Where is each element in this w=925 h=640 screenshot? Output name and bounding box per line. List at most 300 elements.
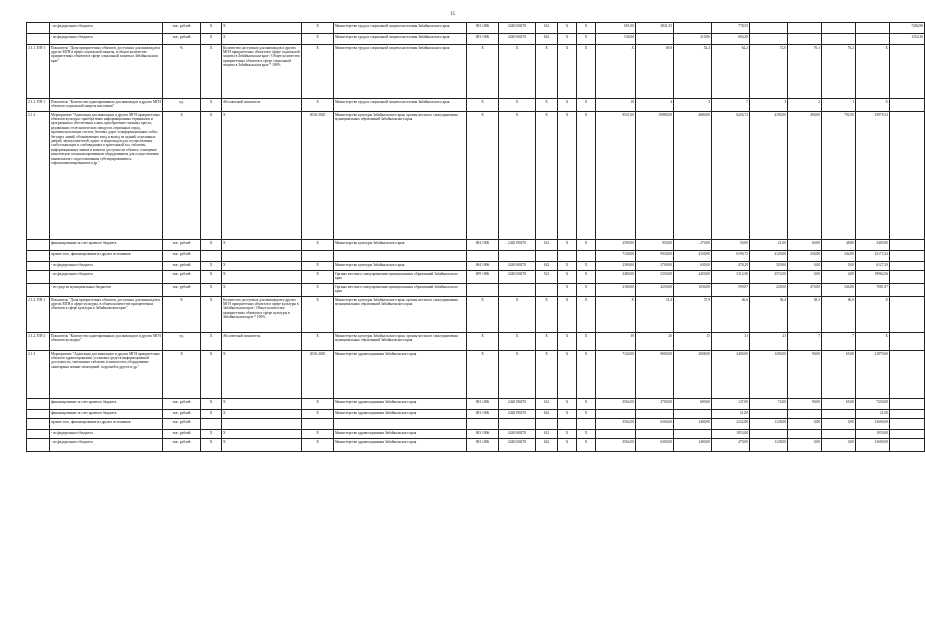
table-cell: 38 [596,333,636,351]
table-cell: Показатель "Доля приоритетных объектов, доступных для инвалидов и других МГН в сфере культуры, в общем количестве приоритетных объектов в сфере культуры в Забайкальском крае" [50,297,163,333]
table-cell: 58,3 [788,297,822,333]
table-cell: 49,0 [636,45,674,99]
table-cell: 2232,00 [712,419,750,430]
table-cell: 622 [536,439,558,452]
table-cell: 1128,00 [750,439,788,452]
table-cell: 7124,00 [596,351,636,399]
table-row [27,271,925,284]
table-cell: X [856,333,890,351]
table-cell: тыс. рублей [163,419,201,430]
table-cell: 7140,00 [596,251,636,262]
table-cell: 612 [536,240,558,251]
table-cell: 24201S0270 [499,23,536,34]
table-cell: 004 1006 [467,262,499,271]
table-cell: X [577,284,596,297]
table-cell: Министерство здравоохранения Забайкальского края [334,439,467,452]
table-cell: 3841,35 [636,23,674,34]
table-cell [890,410,925,419]
table-cell: 5112,56 [712,271,750,284]
table-cell: Показатель "Количество адаптированных для инвалидов и других МГН объектов социальной защиты населения" [50,99,163,112]
table-cell: 3405,80 [856,240,890,251]
table-cell: финансирование за счет краевого бюджета [50,399,163,410]
table-cell: Министерство культуры Забайкальского края, органы местного самоуправления муниципальных образований Забайкальского края [334,333,467,351]
table-cell: 329,00 [750,262,788,271]
table-row [27,430,925,439]
table-cell: X [856,45,890,99]
table-cell: X [201,34,222,45]
table-cell: X [222,271,302,284]
table-cell: 792,50 [822,112,856,240]
table-cell: X [302,99,334,112]
table-cell: 210,00 [674,34,712,45]
table-cell: тыс. рублей [163,34,201,45]
table-cell [788,430,822,439]
table-cell: 50,00 [712,240,750,251]
table-cell [788,410,822,419]
table-row [27,99,925,112]
table-cell: 2480,00 [596,271,636,284]
table-cell: Абсолютный показатель [222,99,302,112]
table-cell [536,419,558,430]
table-cell: финансирование за счет краевого бюджета [50,410,163,419]
table-cell: 4,00 [822,271,856,284]
table-cell: 2590,00 [596,240,636,251]
table-cell: Министерство труда и социальной защиты населения Забайкальского края [334,99,467,112]
table-cell [334,419,467,430]
table-cell: Органы местного самоуправления муниципальных образований Забайкальского края [334,271,467,284]
table-cell: 612 [536,430,558,439]
table-cell: X [577,297,596,333]
table-cell: 270,00 [674,240,712,251]
table-cell: X [302,23,334,34]
table-cell [890,399,925,410]
table-cell: X [856,297,890,333]
table-cell: X [577,112,596,240]
table-cell: X [499,351,536,399]
table-cell: X [558,351,577,399]
table-cell: X [222,284,302,297]
table-cell: 18964,56 [856,271,890,284]
table-cell: X [201,240,222,251]
table-cell [636,34,674,45]
table-cell: X [577,410,596,419]
table-cell: 7 [822,333,856,351]
table-cell: 1400,00 [674,439,712,452]
table-cell: X [302,439,334,452]
table-row [27,333,925,351]
table-cell: 778,55 [712,23,750,34]
table-cell: 279,00 [712,439,750,452]
table-row [27,399,925,410]
table-cell: - из федерального бюджета [50,271,163,284]
table-body [27,23,925,452]
table-cell: тыс. рублей [163,262,201,271]
table-cell: 599,87 [712,284,750,297]
table-cell: X [558,240,577,251]
table-cell: тыс. рублей [163,439,201,452]
table-cell: Министерство культуры Забайкальского края, органы местного самоуправления муниципальных образований Забайкальского края [334,112,467,240]
table-cell: 10880,00 [636,112,674,240]
table-cell: X [499,99,536,112]
table-cell: X [467,112,499,240]
table-cell: 2.1.3 [27,351,50,399]
table-cell: X [558,99,577,112]
table-cell: 7 [788,333,822,351]
table-cell: тыс. рублей [163,410,201,419]
table-cell [27,271,50,284]
table-cell: % [163,297,201,333]
table-cell: X [577,430,596,439]
table-cell: 1128,00 [750,419,788,430]
table-row [27,34,925,45]
table-cell: X [499,297,536,333]
table-cell: X [467,45,499,99]
table-cell: Министерство труда и социальной защиты населения Забайкальского края [334,45,467,99]
table-cell: X [558,45,577,99]
table-cell: 37,9 [674,297,712,333]
table-cell: - из федерального бюджета [50,430,163,439]
table-cell: X [222,34,302,45]
table-cell: 24201S0270 [499,271,536,284]
table-cell: 52,4 [674,45,712,99]
table-cell: 21,00 [750,240,788,251]
table-cell: 009 1006 [467,271,499,284]
table-cell: 4680,00 [674,112,712,240]
table-cell: X [536,45,558,99]
table-cell: X [596,297,636,333]
table-cell: X [558,271,577,284]
table-cell: X [222,262,302,271]
table-cell: 2.1.1. ПП-1 [27,45,50,99]
table-cell: 1953,00 [712,430,750,439]
table-cell: 490,00 [788,112,822,240]
table-cell: 62,2 [712,45,750,99]
table-cell: тыс. рублей [163,271,201,284]
table-cell: 10 [596,99,636,112]
table-cell: Министерство здравоохранения Забайкальского края [334,351,467,399]
table-cell: 003 1006 [467,399,499,410]
table-cell: 3562,00 [596,419,636,430]
table-cell: 4 [636,99,674,112]
table-cell: - из средств муниципальных бюджетов [50,284,163,297]
table-cell [27,240,50,251]
table-cell: 950,00 [636,240,674,251]
table-cell: 65,00 [822,399,856,410]
table-cell: 24201S0270 [499,34,536,45]
table-cell: X [577,34,596,45]
table-cell: 1200,00 [750,351,788,399]
table-cell: 9521,00 [596,112,636,240]
table-row [27,262,925,271]
table-cell: 2.1.2. ПП-2 [27,333,50,351]
table-cell: X [558,34,577,45]
table-cell: X [201,399,222,410]
table-cell: X [558,112,577,240]
table-cell [750,34,788,45]
table-row [27,240,925,251]
table-cell: прочие того, финансирование из других источников [50,251,163,262]
table-cell [890,45,925,99]
table-cell [558,419,577,430]
table-cell [27,262,50,271]
table-cell [636,410,674,419]
table-row [27,351,925,399]
table-row [27,297,925,333]
table-cell [674,410,712,419]
table-cell: ед. [163,333,201,351]
table-cell: 0,00 [788,262,822,271]
table-cell: 60,0 [822,297,856,333]
table-cell: Министерство культуры Забайкальского края, органы местного самоуправления муниципальных образований Забайкальского края [334,297,467,333]
table-cell: X [558,399,577,410]
table-cell: X [558,284,577,297]
table-cell [596,430,636,439]
table-cell: 6300,00 [636,419,674,430]
table-cell: 9930,00 [636,251,674,262]
table-cell: 72,00 [750,399,788,410]
table-cell [27,251,50,262]
table-cell: 2.1.2 [27,112,50,240]
table-cell: 4129,00 [750,251,788,262]
table-cell: 46,6 [712,297,750,333]
table-cell [890,297,925,333]
table-cell: 2450,00 [674,271,712,284]
table-cell: 228,00 [750,284,788,297]
table-cell [890,251,925,262]
table-cell: 5250,00 [636,271,674,284]
table-cell: 2.1.2. ПП-1 [27,297,50,333]
table-cell: ед. [163,99,201,112]
table-cell: 003 1006 [467,23,499,34]
table-cell: 24201S0270 [499,262,536,271]
table-cell: Министерство культуры Забайкальского края [334,240,467,251]
table-cell: Органы местного самоуправления муниципальных образований Забайкальского края [334,284,467,297]
table-cell: 2390,00 [596,262,636,271]
table-cell: X [222,410,302,419]
table-cell: X [577,399,596,410]
table-cell: 2016-2020 [302,351,334,399]
table-cell [536,251,558,262]
table-cell: 147,00 [712,399,750,410]
table-cell: - из федерального бюджета [50,23,163,34]
table-cell: 6300,00 [636,439,674,452]
table-cell: Министерство здравоохранения Забайкальского края [334,399,467,410]
table-cell [499,251,536,262]
table-cell: X [163,112,201,240]
table-cell [890,333,925,351]
table-cell [596,410,636,419]
table-cell: X [222,430,302,439]
table-cell: 1354,30 [890,34,925,45]
table-cell [27,284,50,297]
table-cell: X [222,240,302,251]
table-cell: 1953,00 [856,430,890,439]
table-cell: X [536,99,558,112]
table-cell: X [577,240,596,251]
table-cell: 7 [712,99,750,112]
table-cell: X [302,284,334,297]
table-cell: 26 [636,333,674,351]
table-cell: 7081,87 [856,284,890,297]
table-cell [788,34,822,45]
table-cell: X [558,333,577,351]
table-cell: Количество доступных для инвалидов и других МГН приоритетных объектов в сфере социальной защиты в Забайкальском крае / Общее количество приоритетных объектов в сфере социальной защиты в Забайкальском крае * 100% [222,45,302,99]
table-cell: 1400,00 [674,419,712,430]
table-cell [890,439,925,452]
table-cell: X [222,23,302,34]
table-cell: 003 1006 [467,410,499,419]
table-row [27,284,925,297]
table-cell: 31 [712,333,750,351]
table-cell: 48,80 [822,240,856,251]
table-cell [577,251,596,262]
table-cell: X [222,112,302,240]
table-cell: 6127,29 [856,262,890,271]
table-cell: 65,00 [822,351,856,399]
table-cell: Мероприятие "Адаптация для инвалидов и других МГН приоритетных объектов здравоохранения: установка средств информационной доступности, тактильных табличек и мнемосхем, оборудование санитарных комнат помещений, поручней и другое и др." [50,351,163,399]
table-cell [499,284,536,297]
table-cell: тыс. рублей [163,430,201,439]
table-cell: 2420190270 [499,399,536,410]
table-cell [222,419,302,430]
table-cell: 0,00 [822,419,856,430]
table-cell: 6226,72 [712,112,750,240]
table-cell: прочие того, финансирование из других источников [50,419,163,430]
table-cell [822,23,856,34]
table-cell: X [201,23,222,34]
table-cell [467,284,499,297]
table-cell: X [856,99,890,112]
program-table [26,22,925,452]
table-cell: Количество доступных для инвалидов и других МГН приоритетных объектов в сфере культуры в Забайкальском крае / Общее количество приоритетных объектов в сфере культуры в Забайкальском крае * 100% [222,297,302,333]
table-cell: 609,00 [674,399,712,410]
table-cell: X [577,23,596,34]
table-cell: 24201S0270 [499,439,536,452]
table-cell: 003 1006 [467,34,499,45]
table-cell: X [536,297,558,333]
table-cell [822,410,856,419]
table-cell [27,419,50,430]
table-cell: X [201,333,222,351]
table-cell [27,399,50,410]
table-cell: тыс. рублей [163,251,201,262]
table-cell: 478,29 [712,262,750,271]
table-cell: 60,00 [788,240,822,251]
table-cell: X [302,410,334,419]
table-cell: 23 [750,333,788,351]
table-cell: 003 1006 [467,439,499,452]
table-cell: X [577,262,596,271]
table-cell: 0,00 [788,271,822,284]
table-cell: 2180,00 [596,284,636,297]
table-cell: 76,1 [788,45,822,99]
table-cell: 630,00 [674,262,712,271]
table-cell: Министерство культуры Забайкальского края [334,262,467,271]
table-cell: X [201,262,222,271]
table-cell: 32173,32 [856,251,890,262]
table-cell: тыс. рублей [163,23,201,34]
table-cell [577,419,596,430]
table-cell [822,34,856,45]
table-cell: 612 [536,399,558,410]
table-cell: 003 1006 [467,430,499,439]
table-cell [890,419,925,430]
table-cell: Министерство труда и социальной защиты населения Забайкальского края [334,23,467,34]
table-row [27,439,925,452]
table-cell: % [163,45,201,99]
table-cell: X [201,410,222,419]
table-cell: Показатель "Доля приоритетных объектов, доступных для инвалидов и других МГН в сфере социальной защиты, в общем количестве приоритетных объектов в сфере социальной защиты в Забайкальском крае" [50,45,163,99]
table-cell: Министерство здравоохранения Забайкальского края [334,410,467,419]
table-cell: 4150,00 [674,251,712,262]
table-cell [467,419,499,430]
table-cell: X [302,297,334,333]
table-cell: тыс. рублей [163,240,201,251]
table-cell [890,262,925,271]
table-cell: Министерство здравоохранения Забайкальского края [334,430,467,439]
table-row [27,112,925,240]
table-cell: 21,00 [712,410,750,419]
table-cell [636,430,674,439]
table-cell: 2400,00 [712,351,750,399]
table-cell: 521 [536,271,558,284]
table-cell: 3 [750,99,788,112]
table-cell: 31,4 [636,297,674,333]
table-cell: X [558,439,577,452]
table-cell [334,251,467,262]
table-cell: X [201,112,222,240]
table-cell: X [302,430,334,439]
table-cell: 2700,00 [636,262,674,271]
table-cell: 604,30 [712,34,750,45]
table-cell: 0,00 [822,262,856,271]
table-cell: 2420190270 [499,240,536,251]
table-cell: 2420190270 [499,410,536,419]
table-cell: 540,00 [596,34,636,45]
table-cell [856,23,890,34]
table-cell: X [577,351,596,399]
table-cell: 691,00 [596,23,636,34]
table-cell: 470,00 [788,284,822,297]
table-cell: X [302,45,334,99]
table-cell [467,251,499,262]
table-cell: X [558,410,577,419]
table-cell [222,251,302,262]
table-cell [750,430,788,439]
table-cell: 612 [536,23,558,34]
table-cell [750,410,788,419]
table-cell: Мероприятие "Адаптация для инвалидов и других МГН приоритетных объектов культуры: приобретение информационных терминалов и программного обеспечения к ним, приобретение сменных кресел, раздвижных телескопических пандусов, перильных оград, противоскользящих систем, беговых дорог и информационных табло, бегущих линий, обозначающих вход и выход из зданий, отделанных дверей, звукоусилителей, аудио- и видеогидов для осуществления слабослышащих и слабовидящих в зрительный зал, табличек, информационных знаков и макетов доступности объекта; оснащение кинотеатров специализированным оборудованием для осуществления кинопоказов с подготовленным субтитрированием и тифлокомментированием и др." [50,112,163,240]
table-cell: 35979,32 [856,112,890,240]
table-cell: 90,00 [788,351,822,399]
table-cell: X [577,271,596,284]
table-cell: 622 [536,410,558,419]
table-cell: X [558,430,577,439]
table-cell: тыс. рублей [163,284,201,297]
table-cell: X [577,439,596,452]
table-cell: X [536,112,558,240]
table-cell: 430,00 [788,251,822,262]
table-cell: 3 [674,99,712,112]
table-cell: X [577,99,596,112]
table-cell: 72,0 [750,45,788,99]
table-cell: 76,2 [822,45,856,99]
table-cell: 1 [822,99,856,112]
table-cell: 2250,00 [636,284,674,297]
table-cell [890,430,925,439]
table-cell [890,112,925,240]
table-cell: 344,00 [822,284,856,297]
